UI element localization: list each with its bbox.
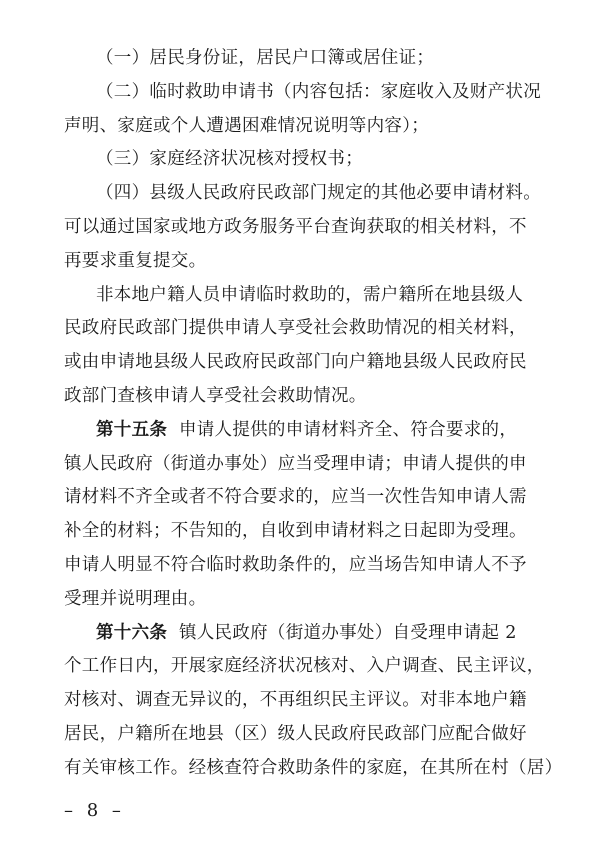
text-line: 再要求重复提交。 [64, 250, 207, 271]
body-text [64, 42, 563, 786]
article-16-line [64, 617, 544, 651]
text-line: 镇人民政府（街道办事处）应当受理申请；申请人提供的申 [64, 453, 527, 474]
page-number: – 8 – [64, 800, 125, 821]
text-line: 个工作日内，开展家庭经济状况核对、入户调查、民主评议， [64, 656, 545, 677]
text-line: 居民，户籍所在地县（区）级人民政府民政部门应配合做好 [64, 723, 527, 744]
article-text: 镇人民政府（街道办事处）自受理申请起 2 [178, 622, 517, 643]
article-text: 申请人提供的申请材料齐全、符合要求的， [178, 419, 518, 440]
text-line: 声明、家庭或个人遭遇困难情况说明等内容）； [64, 115, 430, 136]
text-line: 对核对、调查无异议的，不再组织民主评议。对非本地户籍 [64, 690, 527, 711]
article-heading: 第十六条 [96, 622, 168, 643]
text-line: （一）居民身份证，居民户口簿或居住证； [96, 48, 435, 68]
text-line: （二）临时救助申请书（内容包括：家庭收入及财产状况 [96, 81, 541, 102]
text-line: 或由申请地县级人民政府民政部门向户籍地县级人民政府民 [64, 352, 527, 373]
text-line: 政部门查核申请人享受社会救助情况。 [64, 385, 367, 406]
text-line: 受理并说明理由。 [64, 588, 207, 609]
article-heading: 第十五条 [96, 419, 168, 440]
article-15-line [64, 414, 544, 448]
text-line: 民政府民政部门提供申请人享受社会救助情况的相关材料， [64, 318, 527, 339]
text-line: 申请人明显不符合临时救助条件的，应当场告知申请人不予 [64, 554, 527, 575]
text-line: （三）家庭经济状况核对授权书； [96, 149, 363, 170]
text-line: 非本地户籍人员申请临时救助的，需户籍所在地县级人 [96, 284, 524, 305]
text-line: （四）县级人民政府民政部门规定的其他必要申请材料。 [96, 183, 541, 204]
text-line: 请材料不齐全或者不符合要求的，应当一次性告知申请人需 [64, 487, 527, 508]
text-line: 有关审核工作。经核查符合救助条件的家庭，在其所在村（居） [64, 757, 563, 778]
text-line: 可以通过国家或地方政务服务平台查询获取的相关材料，不 [64, 216, 527, 237]
text-line: 补全的材料；不告知的，自收到申请材料之日起即为受理。 [64, 521, 527, 542]
